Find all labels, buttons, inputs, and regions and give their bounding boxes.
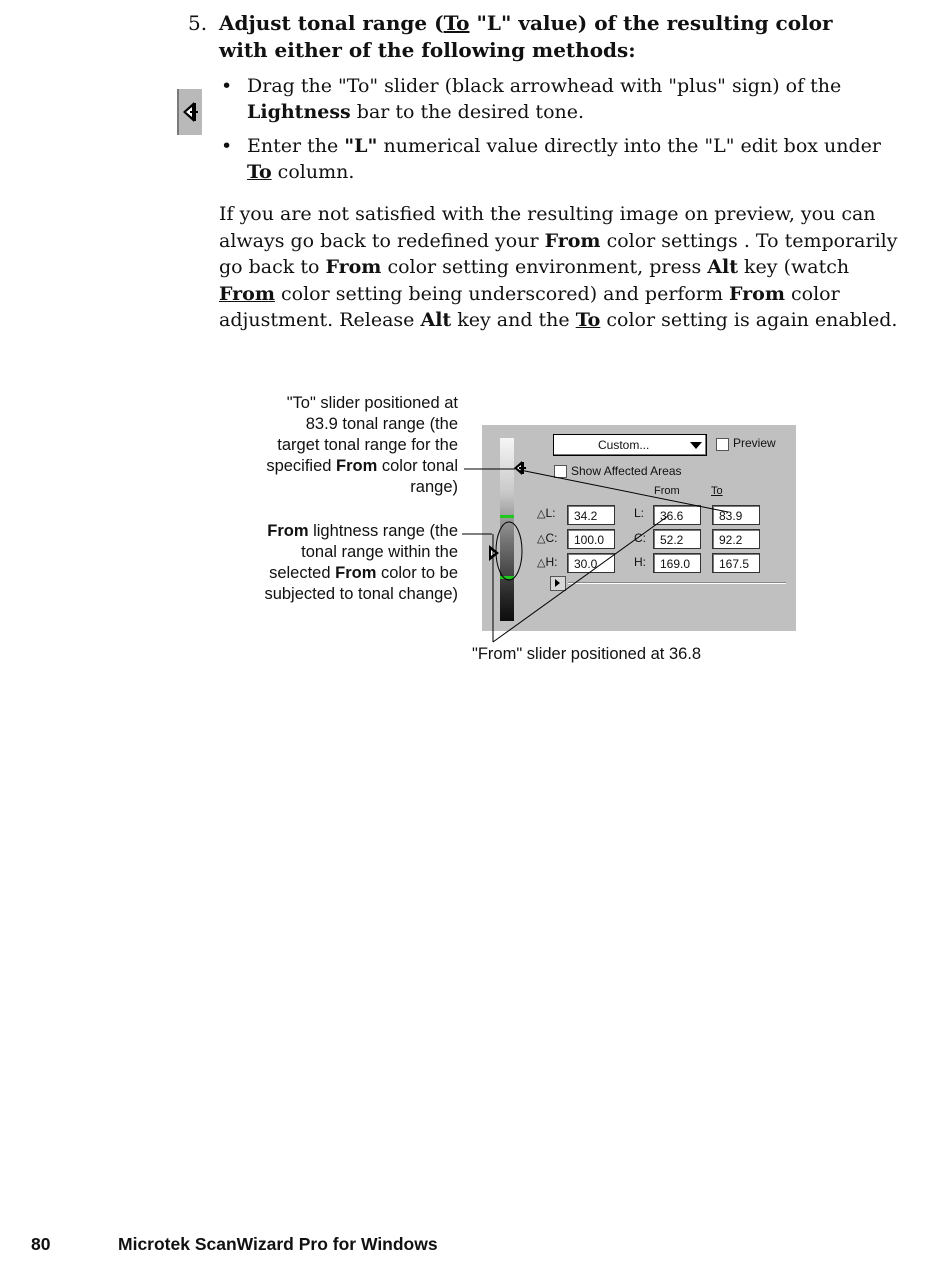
- callout-to-slider: "To" slider positioned at 83.9 tonal range (the target tonal range for the specified From color tonal range): [266, 394, 458, 496]
- bullet-bold: "L": [344, 135, 378, 157]
- to-l-field[interactable]: 83.9: [712, 505, 760, 525]
- step-text-post: "L" value) of the resulting color with either of the following methods:: [219, 11, 833, 62]
- l-label: L:: [634, 506, 645, 520]
- column-header-from: From: [654, 485, 680, 497]
- from-h-field[interactable]: 169.0: [653, 553, 701, 573]
- preview-label: Preview: [733, 436, 776, 450]
- bullet-dot: •: [221, 135, 233, 157]
- to-h-field[interactable]: 167.5: [712, 553, 760, 573]
- callout-from-slider: "From" slider positioned at 36.8: [472, 645, 702, 663]
- callout-from-range: From lightness range (the tonal range within the selected From color to be subjected to tonal change): [264, 522, 458, 603]
- leader-from-value: [493, 516, 668, 642]
- from-l-field[interactable]: 36.6: [653, 505, 701, 525]
- dropdown-value: Custom...: [598, 438, 650, 452]
- step-text-pre: Adjust tonal range (: [219, 11, 444, 35]
- delta-l-field[interactable]: 34.2: [567, 505, 615, 525]
- bullet-text: Enter the: [247, 135, 345, 157]
- bullet-text: Drag the "To" slider (black arrowhead with "plus" sign) of the: [247, 75, 842, 97]
- bullet-to: To: [247, 161, 272, 183]
- bullet-dot: •: [221, 75, 233, 97]
- body-paragraph: If you are not satisfied with the resulting image on preview, you can always go back to redefined your From color settings . To temporarily go back to From color setting environment, press Alt key (watch From color setting being underscored) and perform From color adjustment. Release Alt key and the To color setting is again enabled.: [219, 203, 898, 331]
- bullet-text: bar to the desired tone.: [350, 101, 585, 123]
- delta-c-label: △C:: [537, 531, 558, 545]
- show-affected-label: Show Affected Areas: [571, 464, 682, 478]
- bullet-text: numerical value directly into the "L" edit box under: [377, 135, 882, 157]
- bullet-text: column.: [271, 161, 355, 183]
- column-header-to: To: [711, 485, 723, 497]
- delta-l-label: △L:: [537, 506, 556, 520]
- page-number: 80: [31, 1234, 51, 1254]
- from-c-field[interactable]: 52.2: [653, 529, 701, 549]
- h-label: H:: [634, 555, 646, 569]
- to-c-field[interactable]: 92.2: [712, 529, 760, 549]
- leader-to-value: [520, 470, 728, 512]
- delta-c-field[interactable]: 100.0: [567, 529, 615, 549]
- step-to: To: [443, 11, 470, 35]
- bullet-bold: Lightness: [247, 101, 351, 123]
- c-label: C:: [634, 531, 646, 545]
- delta-h-field[interactable]: 30.0: [567, 553, 615, 573]
- step-number: 5.: [188, 11, 208, 35]
- footer-title: Microtek ScanWizard Pro for Windows: [118, 1234, 438, 1254]
- delta-h-label: △H:: [537, 555, 558, 569]
